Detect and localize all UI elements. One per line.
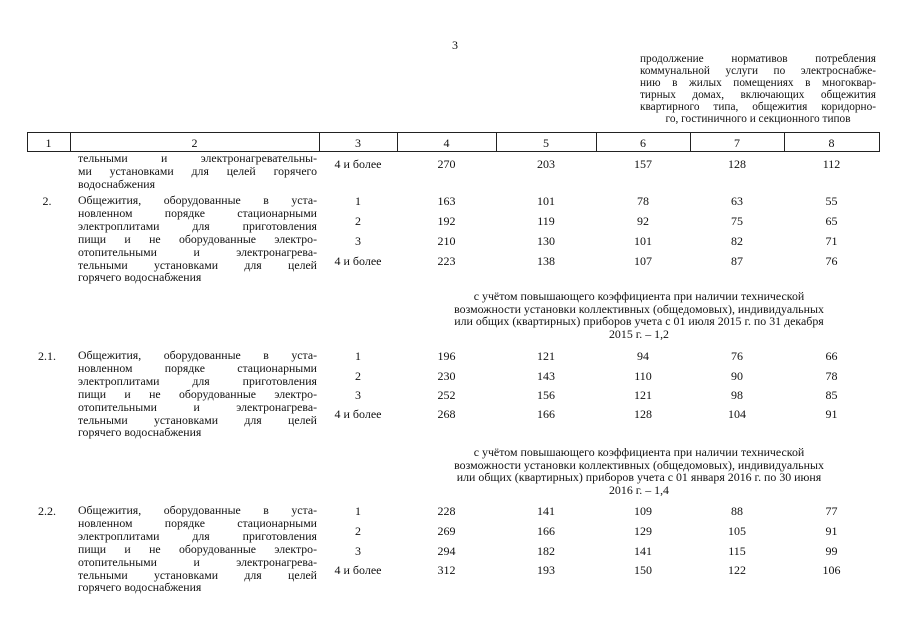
value-cell: 121 <box>634 388 652 402</box>
coefficient-note-line: с учётом повышающего коэффициента при наличии технической <box>473 289 805 303</box>
continuation-note-line: тирных домах, включающих общежития <box>640 89 876 101</box>
value-cell: 88 <box>731 504 743 518</box>
section-description <box>78 504 317 594</box>
section-number: 2. <box>42 194 52 208</box>
value-cell: 141 <box>537 504 555 518</box>
description-line: горячего водоснабжения <box>78 580 202 595</box>
table-header-col-2: 2 <box>191 136 198 150</box>
row-description <box>78 152 317 191</box>
description-line: тельными установками для целей <box>78 567 317 582</box>
value-cell: 75 <box>731 214 743 228</box>
coefficient-note-line: 2016 г. – 1,4 <box>608 482 669 497</box>
rooms-cell: 2 <box>355 369 361 383</box>
value-cell: 143 <box>537 369 555 383</box>
value-cell: 85 <box>825 388 838 402</box>
description-line: отопительными и электронагрева- <box>78 399 317 414</box>
coefficient-note <box>403 446 875 496</box>
description-line: горячего водоснабжения <box>78 270 202 285</box>
table-header-col-6: 6 <box>640 136 646 150</box>
value-cell: 101 <box>537 194 555 208</box>
value-cell: 107 <box>634 254 652 268</box>
value-cell: 78 <box>637 194 649 208</box>
value-cell: 157 <box>634 157 652 171</box>
coefficient-note-line: или общих (квартирных) приборов учета с 01 января 2016 г. по 30 июня <box>456 470 822 484</box>
value-cell: 228 <box>437 504 456 518</box>
value-cell: 55 <box>825 194 838 208</box>
value-cell: 112 <box>822 157 841 171</box>
value-cell: 92 <box>637 214 649 228</box>
value-cell: 65 <box>825 214 838 228</box>
rooms-cell: 3 <box>355 544 361 558</box>
value-cell: 166 <box>537 524 555 538</box>
rooms-cell: 2 <box>355 524 361 538</box>
value-cell: 104 <box>728 407 746 421</box>
value-cell: 121 <box>537 349 555 363</box>
value-cell: 156 <box>537 388 555 402</box>
value-cell: 91 <box>825 524 838 538</box>
page-number: 3 <box>452 38 458 52</box>
value-cell: 94 <box>637 349 649 363</box>
rooms-cell: 2 <box>355 214 361 228</box>
value-cell: 128 <box>634 407 652 421</box>
table-header-divider <box>879 132 880 152</box>
continuation-note-line: го, гостиничного и секционного типов <box>665 113 851 125</box>
table-header-col-4: 4 <box>443 136 450 150</box>
value-cell: 110 <box>634 369 652 383</box>
section-number: 2.1. <box>38 349 56 363</box>
description-line: водоснабжения <box>78 176 156 191</box>
description-line: отопительными и электронагрева- <box>78 244 317 259</box>
coefficient-note-line: 2015 г. – 1,2 <box>608 326 669 341</box>
description-line: Общежития, оборудованные в уста- <box>78 193 317 207</box>
coefficient-note-line: или общих (квартирных) приборов учета с 01 июля 2015 г. по 31 декабря <box>454 314 824 328</box>
value-cell: 193 <box>537 563 555 577</box>
value-cell: 122 <box>728 563 746 577</box>
value-cell: 128 <box>728 157 746 171</box>
value-cell: 192 <box>437 214 456 228</box>
table-header-top-border <box>27 132 880 133</box>
description-line: пищи и не оборудованные электро- <box>78 231 317 246</box>
continuation-note-line: коммунальной услуги по электроснабже- <box>640 65 876 77</box>
rooms-cell: 3 <box>355 234 361 248</box>
value-cell: 150 <box>634 563 652 577</box>
continuation-note-line: нию в жилых помещениях в многоквар- <box>640 77 876 89</box>
description-line: тельными установками для целей <box>78 412 317 427</box>
section-description <box>78 194 317 284</box>
value-cell: 77 <box>825 504 838 518</box>
continuation-note-line: квартирного типа, общежития коридорно- <box>640 101 876 113</box>
section-description <box>78 349 317 439</box>
description-line: пищи и не оборудованные электро- <box>78 386 317 401</box>
continuation-note <box>640 53 876 125</box>
description-line: тельными установками для целей <box>78 257 317 272</box>
table-header-col-3: 3 <box>355 136 361 150</box>
description-line: пищи и не оборудованные электро- <box>78 541 317 556</box>
value-cell: 109 <box>634 504 652 518</box>
value-cell: 106 <box>822 563 841 577</box>
value-cell: 66 <box>825 349 838 363</box>
value-cell: 294 <box>437 544 456 558</box>
value-cell: 99 <box>825 544 838 558</box>
value-cell: 129 <box>634 524 652 538</box>
coefficient-note <box>403 290 875 340</box>
rooms-cell: 1 <box>355 504 361 518</box>
table-header-col-7: 7 <box>734 136 740 150</box>
description-line: новленном порядке стационарными <box>78 205 317 220</box>
value-cell: 82 <box>731 234 743 248</box>
value-cell: 78 <box>825 369 838 383</box>
value-cell: 269 <box>437 524 456 538</box>
value-cell: 141 <box>634 544 652 558</box>
value-cell: 182 <box>537 544 555 558</box>
value-cell: 166 <box>537 407 555 421</box>
description-line: электроплитами для приготовления <box>78 528 317 543</box>
value-cell: 270 <box>437 157 456 171</box>
value-cell: 252 <box>437 388 456 402</box>
value-cell: 230 <box>437 369 456 383</box>
continuation-note-line: продолжение нормативов потребления <box>640 53 876 65</box>
value-cell: 223 <box>437 254 456 268</box>
value-cell: 312 <box>437 563 456 577</box>
value-cell: 163 <box>437 194 456 208</box>
value-cell: 101 <box>634 234 652 248</box>
table-header-col-8: 8 <box>828 136 835 150</box>
value-cell: 196 <box>437 349 456 363</box>
description-line: электроплитами для приготовления <box>78 218 317 233</box>
rooms-cell: 1 <box>355 194 361 208</box>
value-cell: 203 <box>537 157 555 171</box>
description-line: электроплитами для приготовления <box>78 373 317 388</box>
value-cell: 63 <box>731 194 743 208</box>
value-cell: 138 <box>537 254 555 268</box>
value-cell: 90 <box>731 369 743 383</box>
value-cell: 115 <box>728 544 746 558</box>
description-line: новленном порядке стационарными <box>78 360 317 375</box>
value-cell: 105 <box>728 524 746 538</box>
description-line: отопительными и электронагрева- <box>78 554 317 569</box>
coefficient-note-line: с учётом повышающего коэффициента при наличии технической <box>473 445 805 459</box>
value-cell: 87 <box>731 254 743 268</box>
value-cell: 76 <box>731 349 743 363</box>
description-line: тельными и электронагревательны- <box>78 151 317 165</box>
value-cell: 91 <box>825 407 838 421</box>
value-cell: 98 <box>731 388 743 402</box>
table-header-col-5: 5 <box>543 136 549 150</box>
rooms-cell: 1 <box>355 349 361 363</box>
rooms-cell: 4 и более <box>334 157 382 171</box>
value-cell: 210 <box>437 234 456 248</box>
description-line: горячего водоснабжения <box>78 425 202 440</box>
description-line: Общежития, оборудованные в уста- <box>78 348 317 362</box>
rooms-cell: 4 и более <box>334 254 382 268</box>
section-number: 2.2. <box>38 504 56 518</box>
rooms-cell: 4 и более <box>334 563 382 577</box>
rooms-cell: 3 <box>355 388 361 402</box>
description-line: ми установками для целей горячего <box>78 163 317 178</box>
value-cell: 71 <box>825 234 838 248</box>
value-cell: 268 <box>437 407 456 421</box>
description-line: Общежития, оборудованные в уста- <box>78 503 317 517</box>
value-cell: 119 <box>537 214 555 228</box>
value-cell: 76 <box>825 254 838 268</box>
value-cell: 130 <box>537 234 555 248</box>
coefficient-note-line: возможности установки коллективных (общедомовых), индивидуальных <box>454 301 824 316</box>
table-header-col-1: 1 <box>45 136 52 150</box>
coefficient-note-line: возможности установки коллективных (общедомовых), индивидуальных <box>454 457 824 472</box>
rooms-cell: 4 и более <box>334 407 382 421</box>
description-line: новленном порядке стационарными <box>78 515 317 530</box>
